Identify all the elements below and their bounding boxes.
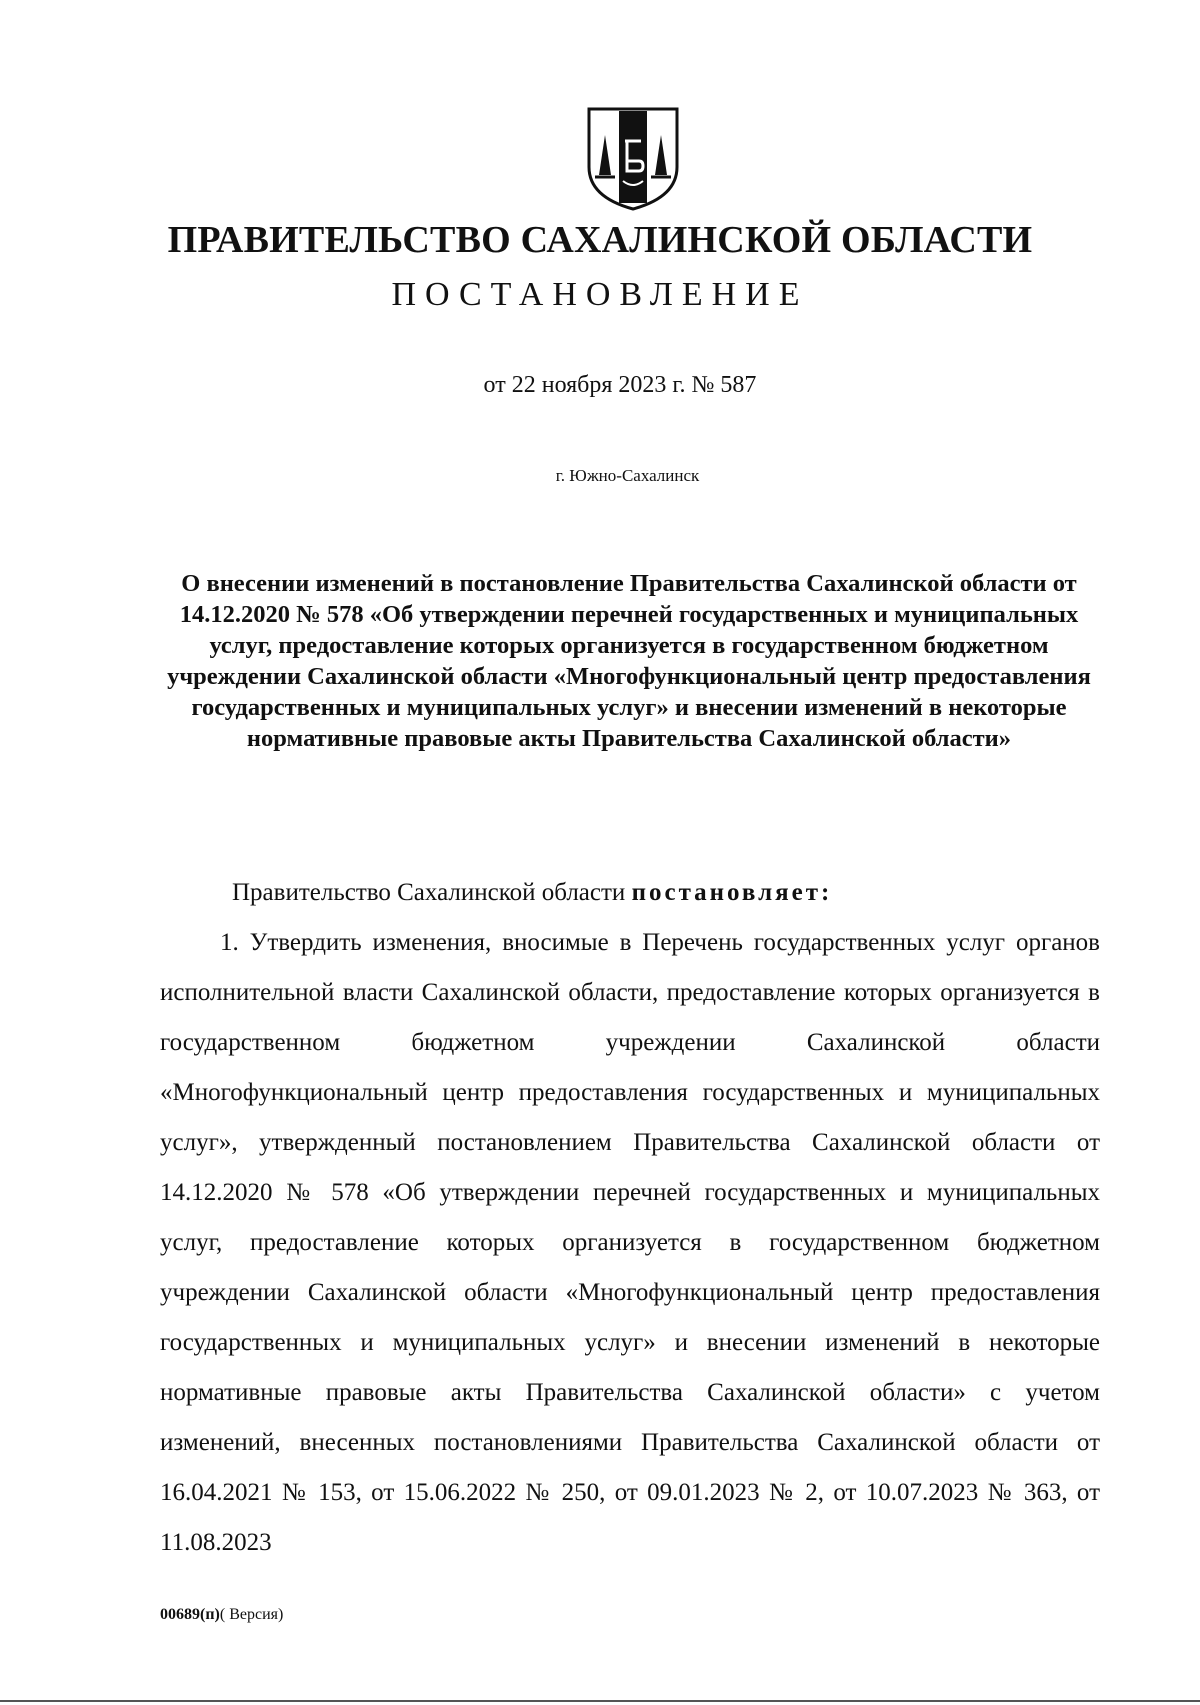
document-date-number: от 22 ноября 2023 г. № 587: [483, 372, 757, 398]
document-type: ПОСТАНОВЛЕНИЕ: [391, 276, 809, 313]
intro-paragraph: [160, 868, 1100, 918]
clause-1: 1. Утвердить изменения, вносимые в Перечень государственных услуг органов исполнительной власти Сахалинской области, предоставление которых организуется в государственном бюджетном учреждении Сахалинской области «Многофункциональный центр предоставления государственных и муниципальных услуг», утвержденный постановлением Правительства Сахалинской области от 14.12.2020 № 578 «Об утверждении перечней государственных и муниципальных услуг, предоставление которых организуется в государственном бюджетном учреждении Сахалинской области «Многофункциональный центр предоставления государственных и муниципальных услуг» и внесении изменений в некоторые нормативные правовые акты Правительства Сахалинской области» с учетом изменений, внесенных постановлениями Правительства Сахалинской области от 16.04.2021 № 153, от 15.06.2022 № 250, от 09.01.2023 № 2, от 10.07.2023 № 363, от 11.08.2023: [160, 929, 1100, 1556]
document-body: [160, 868, 1100, 1568]
document-city: г. Южно-Сахалинск: [555, 466, 700, 485]
footer-code: [160, 1606, 283, 1624]
document-code: 00689(п): [160, 1606, 220, 1623]
intro-prefix: Правительство Сахалинской области: [232, 879, 632, 906]
document-subject: О внесении изменений в постановление Правительства Сахалинской области от 14.12.2020 № 578 «Об утверждении перечней государственных и муниципальных услуг, предоставление которых организуется в государственном бюджетном учреждении Сахалинской области «Многофункциональный центр предоставления государственных и муниципальных услуг» и внесении изменений в некоторые нормативные правовые акты Правительства Сахалинской области»: [167, 570, 1091, 752]
intro-emphasis: постановляет:: [631, 879, 833, 906]
document-version: ( Версия): [219, 1606, 284, 1623]
coat-of-arms-icon: [585, 105, 681, 213]
page-bottom-border: [0, 1700, 1200, 1702]
organization-title: ПРАВИТЕЛЬСТВО САХАЛИНСКОЙ ОБЛАСТИ: [167, 219, 1033, 261]
